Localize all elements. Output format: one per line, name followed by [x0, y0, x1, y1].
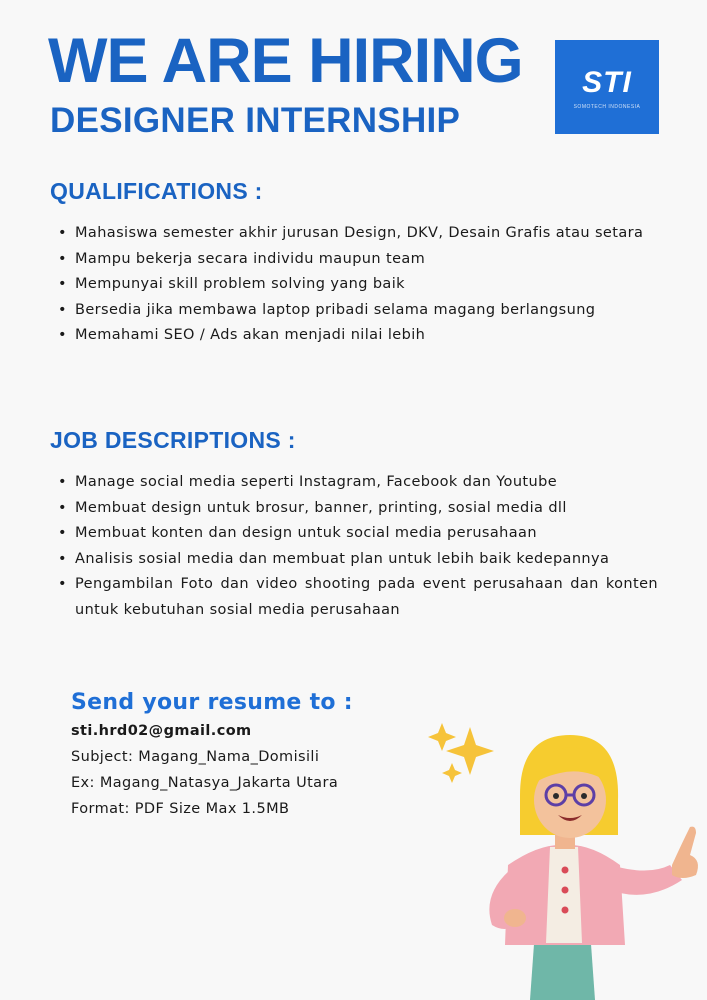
list-item: • Bersedia jika membawa laptop pribadi selama magang berlangsung — [58, 298, 658, 324]
resume-details — [71, 718, 338, 822]
job-descriptions-list — [58, 470, 658, 623]
list-item: • Membuat design untuk brosur, banner, printing, sosial media dll — [58, 496, 658, 522]
subheadline: DESIGNER INTERNSHIP — [50, 101, 461, 140]
job-descriptions-title: JOB DESCRIPTIONS : — [50, 427, 296, 453]
resume-subject: Subject: Magang_Nama_Domisili — [71, 749, 320, 765]
sparkle-icon — [428, 723, 494, 783]
list-item: • Mahasiswa semester akhir jurusan Design, DKV, Desain Grafis atau setara — [58, 221, 658, 247]
list-item: • Mempunyai skill problem solving yang baik — [58, 272, 658, 298]
list-item: • Analisis sosial media dan membuat plan untuk lebih baik kedepannya — [58, 547, 658, 573]
resume-email[interactable]: sti.hrd02@gmail.com — [71, 723, 252, 739]
list-item: • Manage social media seperti Instagram, Facebook dan Youtube — [58, 470, 658, 496]
resume-example: Ex: Magang_Natasya_Jakarta Utara — [71, 775, 339, 791]
company-logo — [555, 40, 659, 134]
list-item: • Mampu bekerja secara individu maupun team — [58, 247, 658, 273]
resume-title: Send your resume to : — [71, 690, 353, 715]
character-illustration — [420, 715, 707, 1000]
logo-tagline: SOMOTECH INDONESIA — [573, 104, 641, 110]
logo-mark: STI — [582, 66, 632, 99]
headline: WE ARE HIRING — [48, 26, 523, 96]
list-item: • Membuat konten dan design untuk social media perusahaan — [58, 521, 658, 547]
qualifications-list — [58, 221, 658, 349]
qualifications-title: QUALIFICATIONS : — [50, 178, 263, 204]
list-item: • Memahami SEO / Ads akan menjadi nilai lebih — [58, 323, 658, 349]
list-item: • Pengambilan Foto dan video shooting pada event perusahaan dan konten untuk kebutuhan sosial media perusahaan — [58, 572, 658, 623]
resume-format: Format: PDF Size Max 1.5MB — [71, 801, 290, 817]
